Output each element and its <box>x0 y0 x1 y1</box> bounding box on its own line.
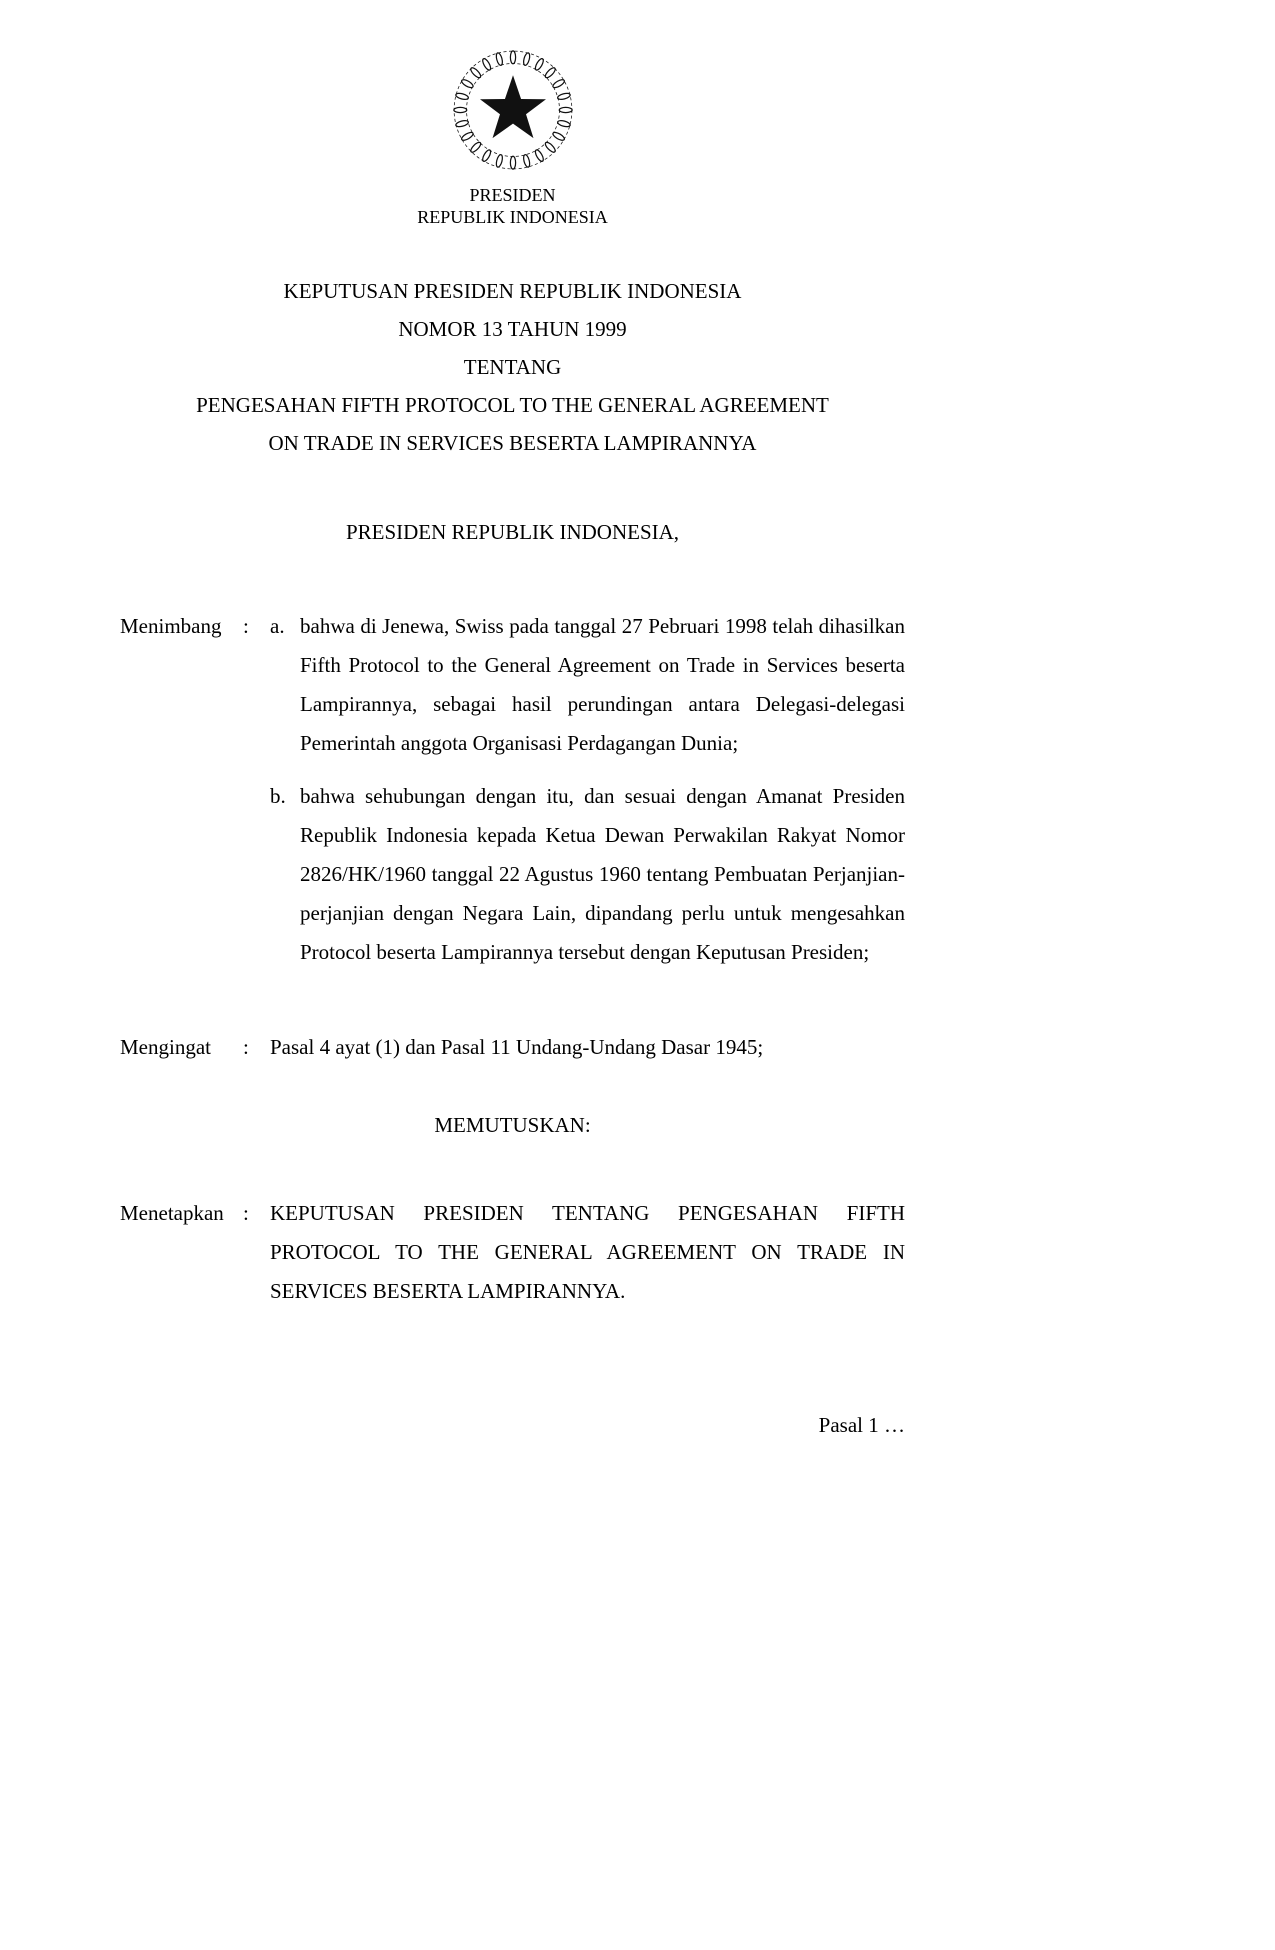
next-page-marker: Pasal 1 … <box>818 1413 905 1437</box>
star-icon <box>480 75 546 138</box>
stipulates-label: Menetapkan <box>120 1201 224 1225</box>
stipulates-clause <box>120 1194 905 1311</box>
considering-item-b <box>270 777 905 972</box>
letterhead <box>120 48 905 228</box>
considering-clause <box>120 607 905 972</box>
decree-title <box>120 272 905 462</box>
considering-label: Menimbang <box>120 614 222 638</box>
presidential-seal-icon <box>451 48 575 172</box>
item-b-marker: b. <box>270 784 286 808</box>
decides-heading: MEMUTUSKAN: <box>434 1113 591 1137</box>
title-line-5: ON TRADE IN SERVICES BESERTA LAMPIRANNYA <box>268 431 757 455</box>
recalling-label: Mengingat <box>120 1035 211 1059</box>
item-a-text: bahwa di Jenewa, Swiss pada tanggal 27 Pebruari 1998 telah dihasilkan Fifth Protocol to the General Agreement on Trade in Services beserta Lampirannya, sebagai hasil perundingan antara Delegasi-delegasi Pemerintah anggota Organisasi Perdagangan Dunia; <box>300 614 905 755</box>
stipulates-colon: : <box>243 1201 249 1225</box>
considering-colon: : <box>243 614 249 638</box>
considering-body <box>270 607 905 972</box>
title-line-1: KEPUTUSAN PRESIDEN REPUBLIK INDONESIA <box>283 279 742 303</box>
considering-item-a <box>270 607 905 763</box>
title-line-3: TENTANG <box>463 355 562 379</box>
salutation: PRESIDEN REPUBLIK INDONESIA, <box>345 520 680 544</box>
title-line-2: NOMOR 13 TAHUN 1999 <box>398 317 627 341</box>
recalling-colon: : <box>243 1035 249 1059</box>
recalling-text: Pasal 4 ayat (1) dan Pasal 11 Undang-Undang Dasar 1945; <box>270 1035 764 1059</box>
item-a-marker: a. <box>270 614 285 638</box>
letterhead-presiden: PRESIDEN <box>469 185 556 205</box>
item-b-text: bahwa sehubungan dengan itu, dan sesuai dengan Amanat Presiden Republik Indonesia kepada Ketua Dewan Perwakilan Rakyat Nomor 2826/HK/1960 tanggal 22 Agustus 1960 tentang Pembuatan Perjanjian-perjanjian dengan Negara Lain, dipandang perlu untuk mengesahkan Protocol beserta Lampirannya tersebut dengan Keputusan Presiden; <box>300 784 905 964</box>
recalling-clause <box>120 1028 905 1067</box>
letterhead-republik-indonesia: REPUBLIK INDONESIA <box>417 207 608 227</box>
stipulates-text: KEPUTUSAN PRESIDEN TENTANG PENGESAHAN FIFTH PROTOCOL TO THE GENERAL AGREEMENT ON TRADE IN SERVICES BESERTA LAMPIRANNYA. <box>270 1201 905 1303</box>
title-line-4: PENGESAHAN FIFTH PROTOCOL TO THE GENERAL AGREEMENT <box>196 393 829 417</box>
document-content <box>120 48 905 1438</box>
